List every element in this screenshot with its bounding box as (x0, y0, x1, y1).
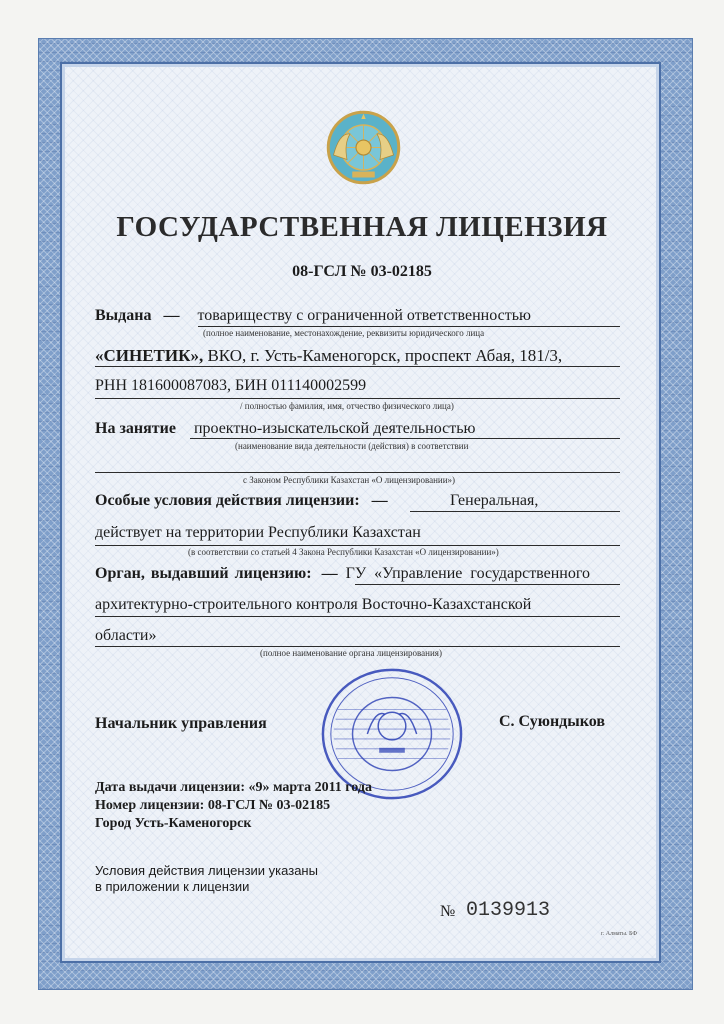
company-name: «СИНЕТИК», (95, 346, 204, 365)
underline (95, 646, 620, 647)
issued-line1: товариществу с ограниченной ответственностью (197, 307, 531, 324)
issued-row (95, 307, 531, 325)
underline (190, 438, 620, 439)
appendix-note-1: Условия действия лицензии указаны (95, 863, 318, 878)
authority-line1: ГУ «Управление государственного (345, 565, 591, 582)
underline (198, 326, 620, 327)
underline (355, 584, 620, 585)
conditions-value2: действует на территории Республики Казахстан (95, 524, 421, 541)
issued-dash: — (163, 307, 180, 324)
issue-date: Дата выдачи лицензии: «9» марта 2011 года (95, 780, 372, 795)
conditions-dash: — (371, 492, 388, 509)
hint-article4: (в соответствии со статьей 4 Закона Республики Казахстан «О лицензировании») (188, 547, 499, 557)
authority-row (95, 565, 590, 583)
city: Город Усть-Каменогорск (95, 816, 252, 831)
conditions-label: Особые условия действия лицензии: (95, 492, 360, 509)
license-number-header: 08-ГСЛ № 03-02185 (292, 263, 432, 280)
authority-line3: области» (95, 627, 157, 644)
hint-legal-entity: (полное наименование, местонахождение, реквизиты юридического лица (203, 328, 485, 338)
authority-line2: архитектурно-строительного контроля Восточно-Казахстанской (95, 596, 532, 613)
license-number: Номер лицензии: 08-ГСЛ № 03-02185 (95, 798, 331, 813)
underline (95, 616, 620, 617)
company-address: ВКО, г. Усть-Каменогорск, проспект Абая, 181/3, (207, 346, 563, 365)
hint-law: с Законом Республики Казахстан «О лицензировании») (243, 475, 456, 485)
activity-row (95, 420, 475, 438)
signature-position: Начальник управления (95, 715, 267, 732)
authority-dash: — (321, 565, 338, 582)
authority-label: Орган, выдавший лицензию: (95, 565, 312, 582)
underline (410, 511, 620, 512)
activity-value: проектно-изыскательской деятельностью (193, 420, 476, 437)
printer-mark: г. Алматы. БФ (601, 931, 638, 937)
hint-authority: (полное наименование органа лицензирования) (260, 648, 442, 658)
signature-name: С. Суюндыков (499, 713, 605, 730)
hint-activity: (наименование вида деятельности (действия) в соответствии (235, 441, 469, 451)
serial-number: 0139913 (466, 899, 551, 922)
conditions-value1: Генеральная, (450, 492, 539, 509)
document-title: ГОСУДАРСТВЕННАЯ ЛИЦЕНЗИЯ (116, 211, 608, 243)
appendix-note-2: в приложении к лицензии (95, 879, 250, 894)
activity-label: На занятие (95, 420, 176, 437)
conditions-row (95, 492, 388, 510)
underline (95, 545, 620, 546)
serial-prefix: № (440, 903, 456, 920)
company-line (95, 346, 562, 366)
issued-label: Выдана (95, 307, 152, 324)
hint-individual: / полностью фамилия, имя, отчество физического лица) (240, 401, 454, 411)
underline (95, 398, 620, 399)
underline (95, 472, 620, 473)
underline (95, 366, 620, 367)
state-emblem-icon (326, 110, 401, 185)
tax-ids: РНН 181600087083, БИН 011140002599 (95, 377, 367, 394)
